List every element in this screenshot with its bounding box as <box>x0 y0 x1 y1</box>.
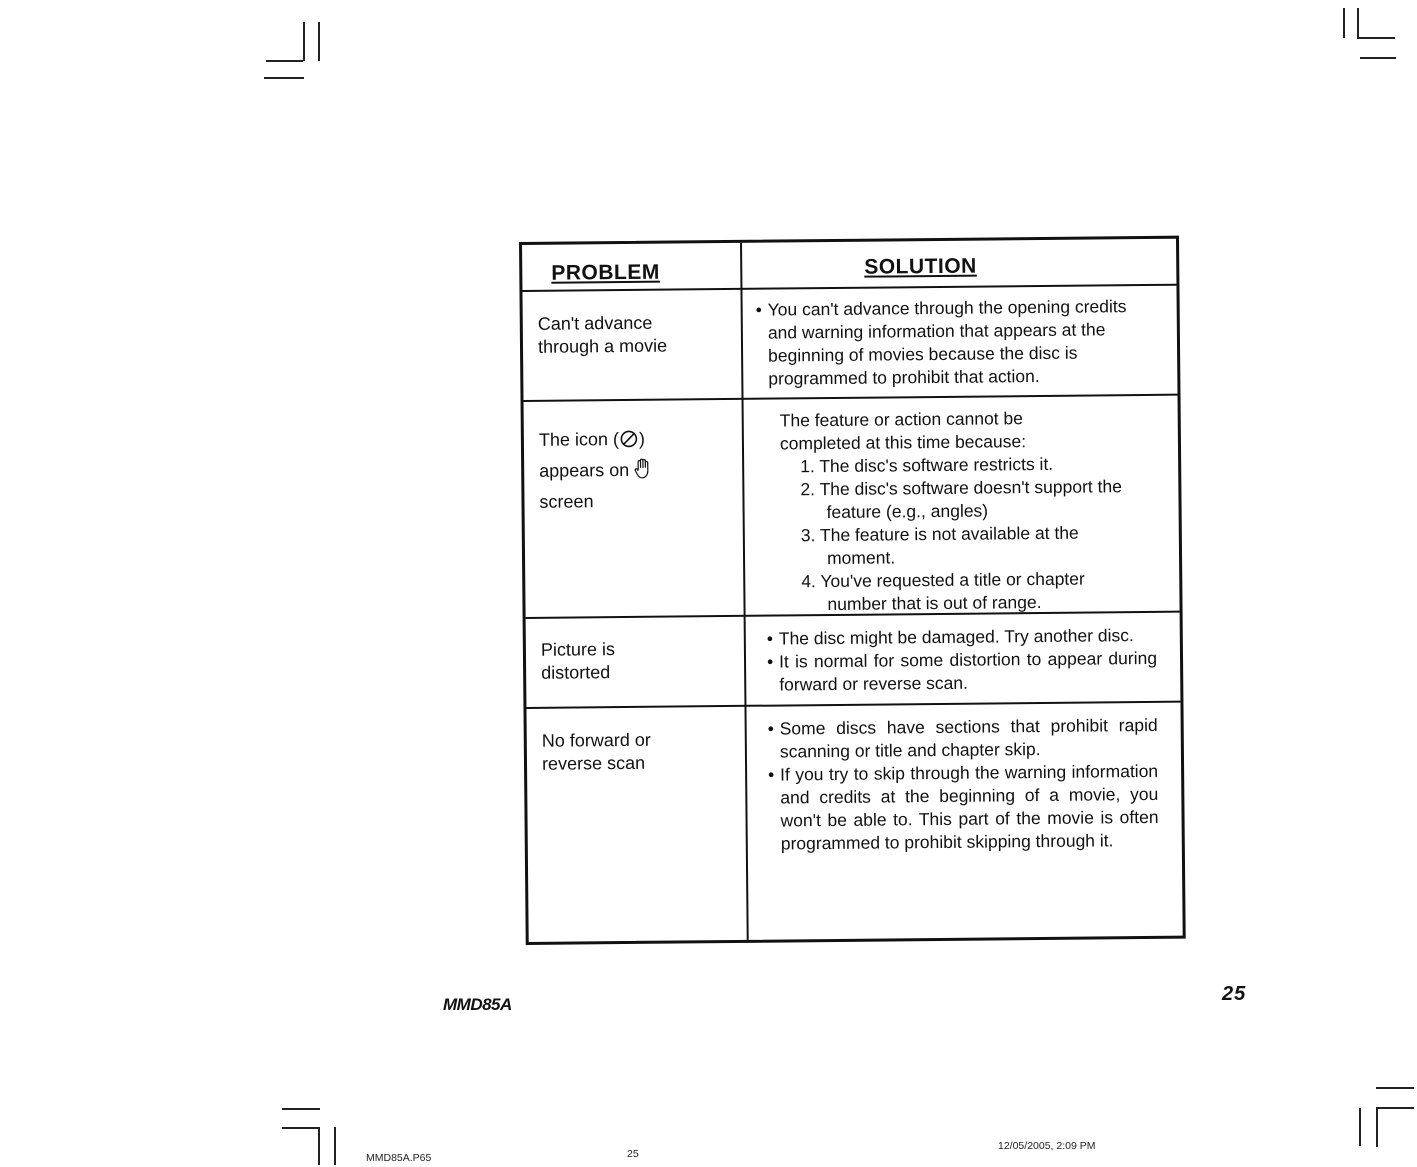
page-number: 25 <box>1222 983 1247 1005</box>
crop-mark <box>1376 1107 1414 1109</box>
solution-bullet: • You can't advance through the opening credits and warning information that appears at the beginning of movies because the disc is programmed to prohibit that action. <box>756 295 1152 391</box>
crop-mark <box>1357 37 1395 39</box>
crop-mark <box>318 22 320 61</box>
solution-bullet: • If you try to skip through the warning information and credits at the beginning of a movie, you won't be able to. This part of the movie is often programmed to prohibit skipping through it. <box>768 760 1159 856</box>
crop-mark <box>303 22 305 61</box>
solution-header: SOLUTION <box>864 254 977 279</box>
crop-mark <box>1376 1087 1414 1089</box>
crop-mark <box>1357 8 1359 38</box>
solution-cell <box>768 714 1159 856</box>
problem-cell: No forward or reverse scan <box>541 729 651 774</box>
crop-mark <box>1359 1108 1361 1146</box>
troubleshooting-table <box>519 236 1186 945</box>
problem-cell: Picture is distorted <box>540 639 616 683</box>
row-divider <box>526 701 1180 709</box>
solution-cell <box>780 406 1142 616</box>
crop-mark <box>334 1127 336 1165</box>
solution-bullet: • It is normal for some distortion to appear during forward or reverse scan. <box>767 647 1157 697</box>
hand-icon <box>633 458 653 480</box>
print-timestamp: 12/05/2005, 2:09 PM <box>998 1140 1096 1152</box>
prohibit-icon <box>620 427 638 445</box>
crop-mark <box>266 60 303 62</box>
solution-intro: The feature or action cannot be completed at this time because: <box>779 408 1027 454</box>
solution-bullet: • The disc might be damaged. Try another disc. <box>767 624 1157 651</box>
row-divider <box>524 394 1178 402</box>
crop-mark <box>1360 57 1396 59</box>
crop-mark <box>282 1127 318 1129</box>
model-number: MMD85A <box>443 995 512 1014</box>
solution-item: 3. The feature is not available at the moment. <box>800 522 1079 569</box>
solution-item: 4. You've requested a title or chapter number that is out of range. <box>801 568 1085 615</box>
problem-cell: The icon ( ) appears on screen <box>539 423 730 518</box>
print-page-number: 25 <box>627 1148 639 1160</box>
solution-item: 1. The disc's software restricts it. <box>800 453 1054 477</box>
crop-mark <box>318 1127 320 1165</box>
crop-mark <box>264 77 304 79</box>
crop-mark <box>1376 1107 1378 1147</box>
problem-cell: Can't advance through a movie <box>537 312 668 357</box>
problem-header: PROBLEM <box>551 260 660 285</box>
solution-cell <box>756 295 1152 391</box>
solution-item: 2. The disc's software doesn't support the feature (e.g., angles) <box>800 476 1123 523</box>
print-file-name: MMD85A.P65 <box>366 1152 432 1164</box>
solution-bullet: • Some discs have sections that prohibit rapid scanning or title and chapter skip. <box>768 714 1158 764</box>
solution-cell <box>767 624 1158 697</box>
crop-mark <box>282 1108 320 1110</box>
column-divider <box>740 243 749 940</box>
crop-mark <box>1343 8 1345 38</box>
